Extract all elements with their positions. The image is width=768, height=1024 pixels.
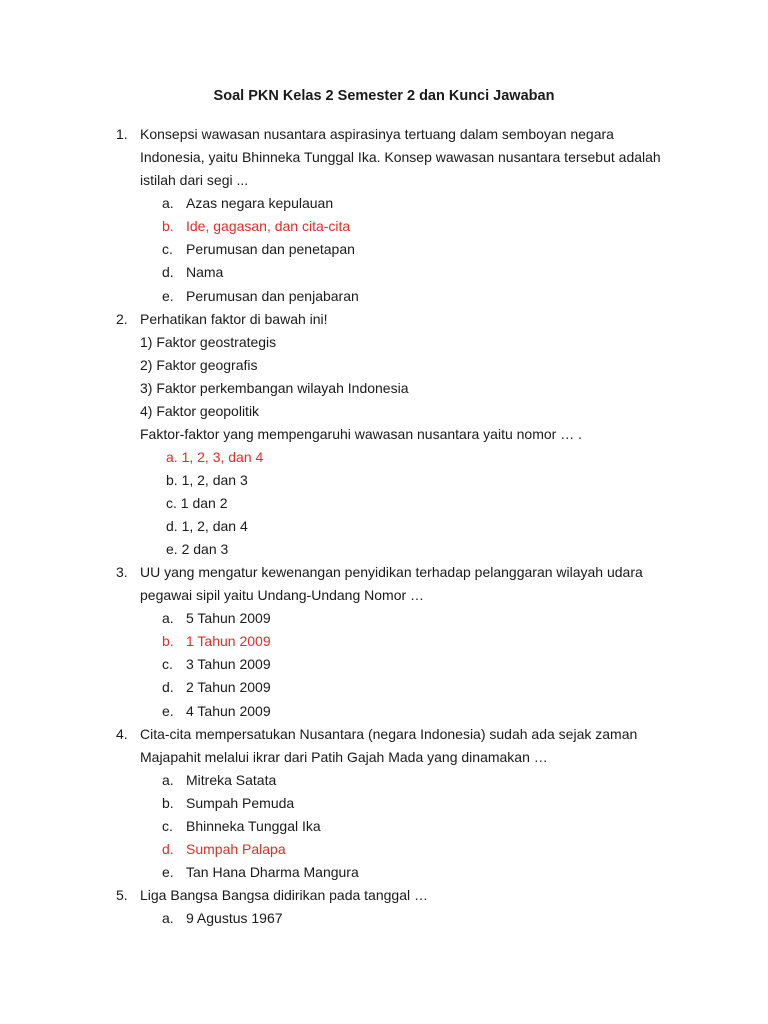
page-title: Soal PKN Kelas 2 Semester 2 dan Kunci Jawaban (213, 88, 555, 104)
question-text-line: istilah dari segi ... (140, 172, 249, 188)
question-number: 2. (116, 311, 128, 327)
option-letter: d. (162, 679, 174, 695)
option-text-answer: Sumpah Palapa (186, 841, 286, 857)
option-letter: a. (162, 772, 174, 788)
question-text-line: Indonesia, yaitu Bhinneka Tunggal Ika. Konsep wawasan nusantara tersebut adalah (140, 149, 661, 165)
option-text-answer: 1 Tahun 2009 (186, 633, 271, 649)
question-text-line: Perhatikan faktor di bawah ini! (140, 311, 328, 327)
factor-item: 2) Faktor geografis (140, 357, 258, 373)
option-text: 9 Agustus 1967 (186, 910, 283, 926)
option-letter: e. (162, 703, 174, 719)
option-letter: c. (162, 241, 173, 257)
factor-item: 3) Faktor perkembangan wilayah Indonesia (140, 380, 409, 396)
option: e. 2 dan 3 (166, 541, 229, 557)
option-text: Mitreka Satata (186, 772, 277, 788)
option-letter: c. (162, 656, 173, 672)
question-text-line: pegawai sipil yaitu Undang-Undang Nomor … (140, 587, 425, 603)
question-text-line: Majapahit melalui ikrar dari Patih Gajah Mada yang dinamakan … (140, 749, 548, 765)
option-letter: a. (162, 195, 174, 211)
question-number: 1. (116, 126, 128, 142)
question-text-line: Konsepsi wawasan nusantara aspirasinya tertuang dalam semboyan negara (140, 126, 614, 142)
option-letter: e. (162, 864, 174, 880)
factor-item: 4) Faktor geopolitik (140, 403, 260, 419)
question-text-line: Liga Bangsa Bangsa didirikan pada tanggal … (140, 887, 428, 903)
option-letter: b. (162, 795, 174, 811)
option: c. 1 dan 2 (166, 495, 228, 511)
factor-item: 1) Faktor geostrategis (140, 334, 277, 350)
option-letter: a. (162, 610, 174, 626)
option-text-answer: Ide, gagasan, dan cita-cita (186, 218, 351, 234)
option-text: Sumpah Pemuda (186, 795, 295, 811)
option-text: Azas negara kepulauan (186, 195, 334, 211)
question-number: 3. (116, 564, 128, 580)
option-letter-answer: b. (162, 218, 174, 234)
option-text: 3 Tahun 2009 (186, 656, 271, 672)
option-letter: a. (162, 910, 174, 926)
option-letter-answer: d. (162, 841, 174, 857)
option-letter-answer: b. (162, 633, 174, 649)
question-text-line: UU yang mengatur kewenangan penyidikan terhadap pelanggaran wilayah udara (140, 564, 643, 580)
option-letter: e. (162, 288, 174, 304)
option-text: Nama (186, 264, 224, 280)
option-text: Bhinneka Tunggal Ika (186, 818, 321, 834)
option-letter: d. (162, 264, 174, 280)
question-text-line: Cita-cita mempersatukan Nusantara (negara Indonesia) sudah ada sejak zaman (140, 726, 638, 742)
option-text: Tan Hana Dharma Mangura (186, 864, 359, 880)
option-text: 2 Tahun 2009 (186, 679, 271, 695)
option-text: Perumusan dan penetapan (186, 241, 355, 257)
option-letter: c. (162, 818, 173, 834)
option-answer: a. 1, 2, 3, dan 4 (166, 449, 264, 465)
question-number: 4. (116, 726, 128, 742)
question-number: 5. (116, 887, 128, 903)
option-text: 5 Tahun 2009 (186, 610, 271, 626)
option-text: Perumusan dan penjabaran (186, 288, 359, 304)
option: b. 1, 2, dan 3 (166, 472, 248, 488)
option: d. 1, 2, dan 4 (166, 518, 248, 534)
option-text: 4 Tahun 2009 (186, 703, 271, 719)
question-prompt: Faktor-faktor yang mempengaruhi wawasan nusantara yaitu nomor … . (140, 426, 582, 442)
